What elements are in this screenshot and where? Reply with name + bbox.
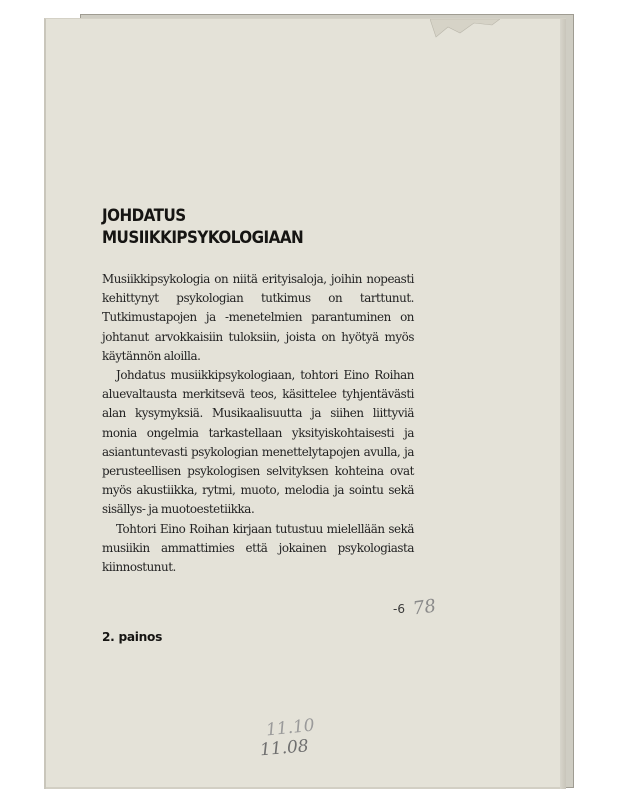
old-price: 11.10 bbox=[265, 715, 316, 741]
back-cover-text bbox=[102, 205, 414, 577]
book-title-line-1: JOHDATUS bbox=[102, 206, 186, 225]
book-title-line-2: MUSIIKKIPSYKOLOGIAAN bbox=[102, 228, 304, 247]
handwritten-price bbox=[259, 715, 316, 761]
description-paragraph-1: Musiikkipsykologia on niitä erityisaloja, joihin nopeasti kehittynyt psykologian tutkimus on tarttunut. Tutkimustapojen ja -menetelmien parantuminen on johtanut arvokkaisiin tuloksiin, joista on hyötyä myös käytännön aloilla. bbox=[102, 272, 414, 363]
description-paragraph-3: Tohtori Eino Roihan kirjaan tutustuu mielellään sekä musiikin ammattimies että jokainen psykologiasta kiinnostunut. bbox=[102, 521, 414, 575]
description-paragraph-2: Johdatus musiikkipsykologiaan, tohtori Eino Roihan aluevaltausta merkitsevä teos, käsittelee tyhjentävästi alan kysymyksiä. Musikaalisuutta ja siihen liittyviä monia ongelmia tarkastellaan yksityiskohtaisesti ja asiantuntevasti psykologian menettelytapojen avulla, ja perusteellisen psykologisen selvityksen kohteina ovat myös akustiikka, rytmi, muoto, melodia ja sointu sekä sisällys- ja muotoestetiikka. bbox=[102, 368, 414, 517]
cover-edge bbox=[560, 19, 566, 789]
pencil-code bbox=[393, 597, 436, 618]
torn-corner-icon bbox=[430, 19, 500, 41]
handwritten-code: 78 bbox=[411, 595, 438, 620]
code-number: -6 bbox=[393, 602, 405, 616]
new-price: 11.08 bbox=[259, 736, 310, 761]
edition-label: 2. painos bbox=[102, 630, 163, 644]
